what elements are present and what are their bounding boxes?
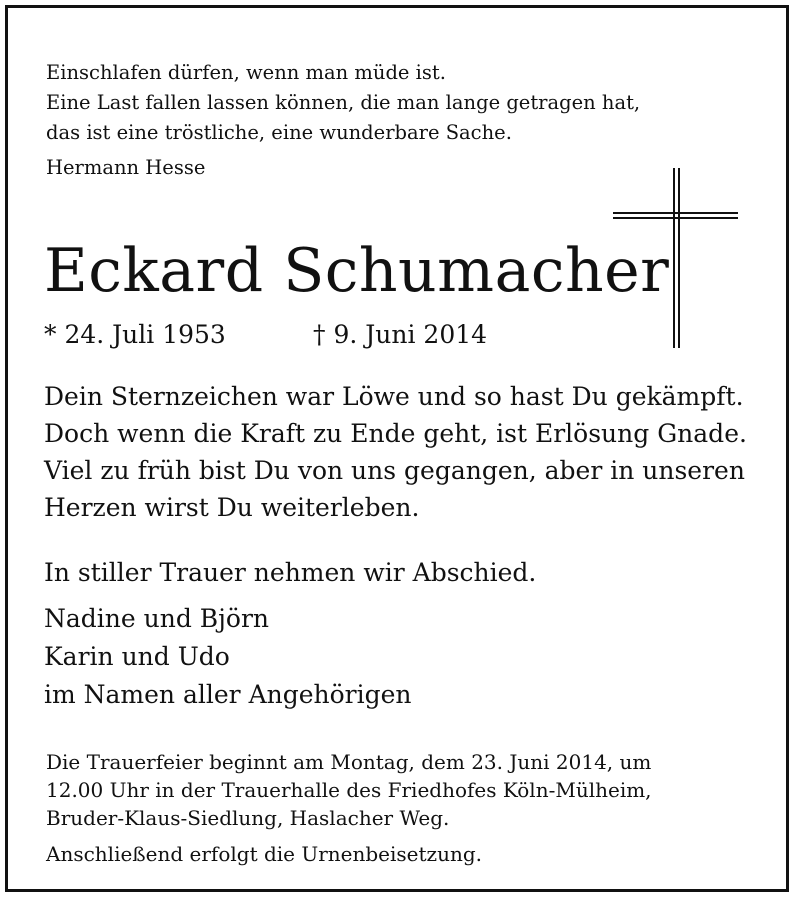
mourner-name: Nadine und Björn [44,604,269,633]
epigraph-line: Eine Last fallen lassen können, die man lange getragen hat, [46,91,641,114]
obituary-notice [5,5,789,892]
funeral-info-line: Bruder-Klaus-Siedlung, Haslacher Weg. [46,806,450,830]
message-line: Viel zu früh bist Du von uns gegangen, aber in unseren [44,456,745,485]
epigraph-line: Einschlafen dürfen, wenn man müde ist. [46,61,446,84]
message-line: Herzen wirst Du weiterleben. [44,493,420,522]
message-line: Dein Sternzeichen war Löwe und so hast Du gekämpft. [44,382,744,411]
mourner-name: im Namen aller Angehörigen [44,680,412,709]
mourner-name: Karin und Udo [44,642,230,671]
epigraph-author: Hermann Hesse [46,156,206,179]
message-line: Doch wenn die Kraft zu Ende geht, ist Erlösung Gnade. [44,419,747,448]
death-date: † 9. Juni 2014 [313,320,488,349]
deceased-name: Eckard Schumacher [44,236,670,306]
birth-date: * 24. Juli 1953 [44,320,226,349]
epigraph-line: das ist eine tröstliche, eine wunderbare Sache. [46,121,512,144]
farewell-line: In stiller Trauer nehmen wir Abschied. [44,558,537,587]
funeral-closing-line: Anschließend erfolgt die Urnenbeisetzung. [46,842,483,866]
funeral-info-line: Die Trauerfeier beginnt am Montag, dem 23. Juni 2014, um [46,750,652,774]
funeral-info-line: 12.00 Uhr in der Trauerhalle des Friedhofes Köln-Mülheim, [46,778,652,802]
